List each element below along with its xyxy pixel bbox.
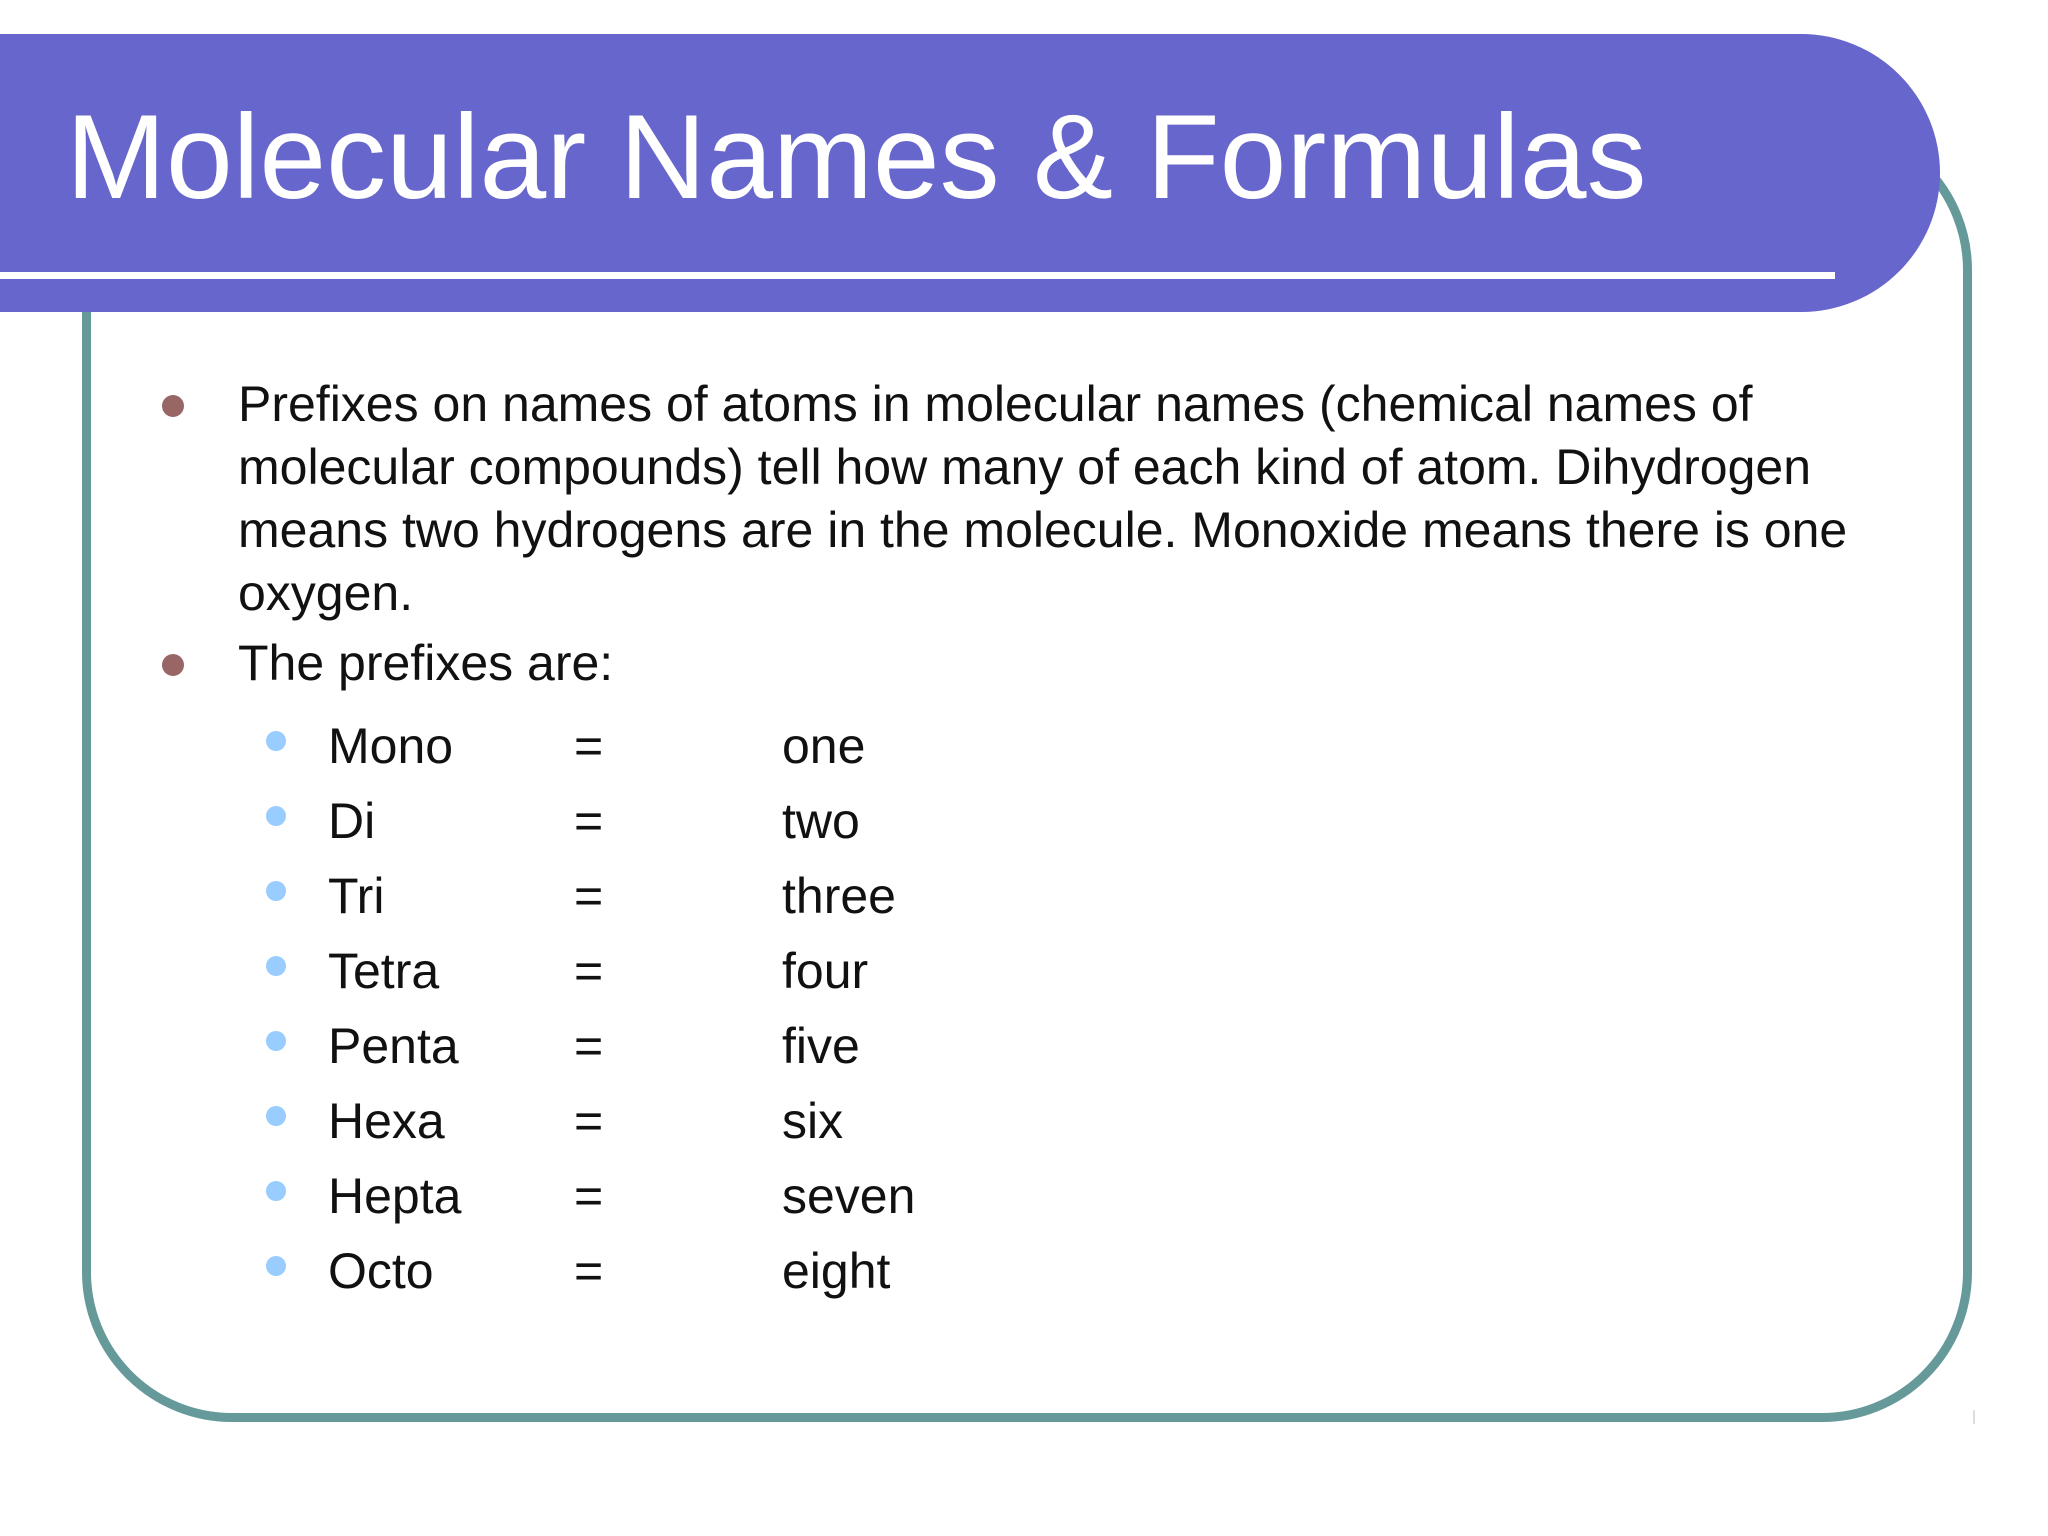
equals-sign: =: [574, 793, 604, 849]
bullet-prefix-explanation: [238, 373, 1928, 625]
equals-sign: =: [574, 943, 604, 999]
sub-bullet-dot-icon: [266, 1106, 286, 1126]
equals-sign: =: [574, 1243, 604, 1299]
equals-sign: =: [574, 1018, 604, 1074]
prefix-meaning: five: [782, 1018, 860, 1074]
prefix-meaning: one: [782, 718, 866, 774]
sub-bullet-dot-icon: [266, 731, 286, 751]
bullet-text: The prefixes are:: [238, 635, 614, 691]
equals-sign: =: [574, 718, 604, 774]
bullet-dot-icon: [162, 395, 184, 417]
prefix-name: Octo: [328, 1243, 434, 1299]
bullet-dot-icon: [162, 654, 184, 676]
sub-bullet-dot-icon: [266, 806, 286, 826]
prefix-meaning: three: [782, 868, 896, 924]
prefix-meaning: six: [782, 1093, 844, 1149]
equals-sign: =: [574, 1168, 604, 1224]
sub-bullet-dot-icon: [266, 1181, 286, 1201]
prefix-meaning: two: [782, 793, 860, 849]
bullet-prefixes-intro: [238, 632, 1928, 695]
prefix-name: Tetra: [328, 943, 440, 999]
equals-sign: =: [574, 868, 604, 924]
equals-sign: =: [574, 1093, 604, 1149]
slide-title: Molecular Names & Formulas: [66, 90, 1647, 224]
prefix-meaning: eight: [782, 1243, 891, 1299]
bullet-text: Prefixes on names of atoms in molecular names (chemical names of molecular compounds) tell how many of each kind of atom. Dihydrogen means two hydrogens are in the molecule. Monoxide means there is one oxygen.: [238, 376, 1848, 621]
prefix-name: Hepta: [328, 1168, 462, 1224]
prefix-name: Hexa: [328, 1093, 445, 1149]
prefix-meaning: seven: [782, 1168, 916, 1224]
prefix-name: Di: [328, 793, 376, 849]
prefix-name: Mono: [328, 718, 454, 774]
prefix-name: Penta: [328, 1018, 459, 1074]
sub-bullet-dot-icon: [266, 1031, 286, 1051]
sub-bullet-dot-icon: [266, 1256, 286, 1276]
sub-bullet-dot-icon: [266, 881, 286, 901]
corner-tick: [1973, 1410, 1975, 1424]
prefix-meaning: four: [782, 943, 869, 999]
prefix-name: Tri: [328, 868, 385, 924]
title-underline: [0, 272, 1835, 279]
sub-bullet-dot-icon: [266, 956, 286, 976]
